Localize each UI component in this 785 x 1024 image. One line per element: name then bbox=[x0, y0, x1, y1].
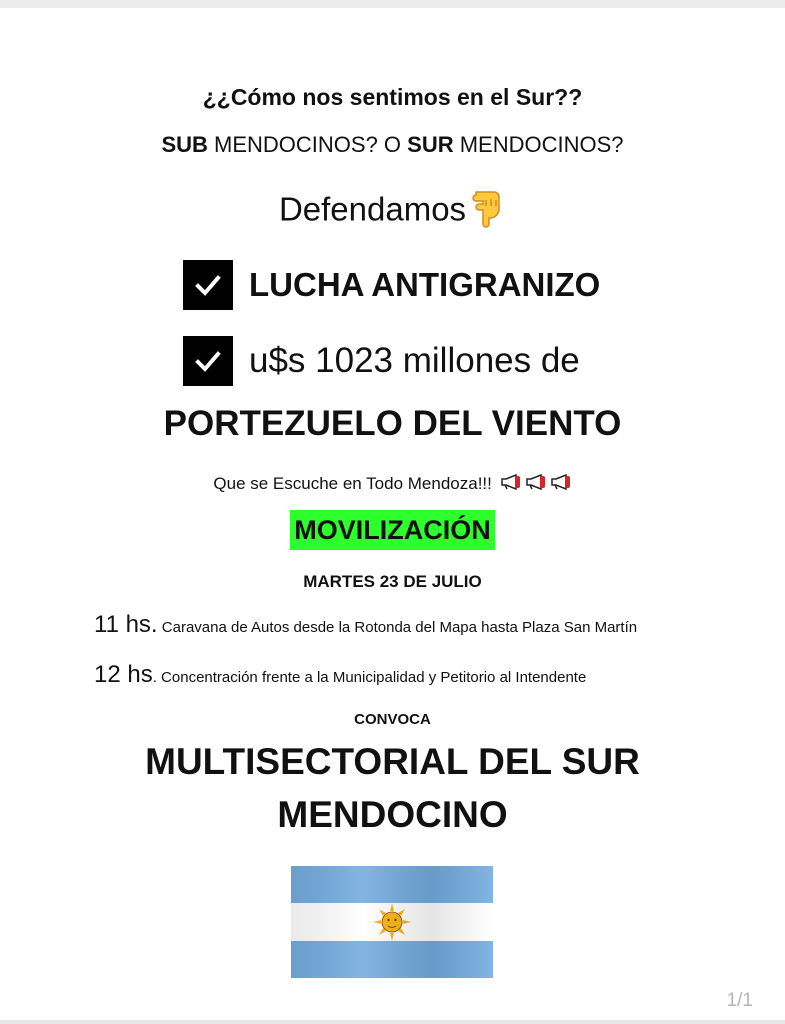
megaphone-icon bbox=[525, 474, 547, 495]
schedule-item bbox=[94, 611, 637, 639]
slogan-text: Que se Escuche en Todo Mendoza!!! bbox=[213, 474, 492, 493]
mobilization-banner bbox=[0, 510, 785, 550]
argentina-flag-icon bbox=[291, 866, 493, 978]
checklist-item-label: u$s 1023 millones de bbox=[249, 341, 580, 380]
bottom-scrollbar[interactable] bbox=[0, 1020, 785, 1024]
megaphone-icon bbox=[500, 474, 522, 495]
question-sub: SUB bbox=[161, 132, 208, 157]
slogan-line bbox=[0, 474, 785, 495]
convoca-label: CONVOCA bbox=[354, 711, 431, 728]
question-line bbox=[0, 132, 785, 158]
schedule-hour: 12 hs bbox=[94, 661, 153, 688]
defend-line bbox=[0, 188, 785, 236]
schedule-description: Caravana de Autos desde la Rotonda del Mapa hasta Plaza San Martín bbox=[157, 619, 638, 636]
checkmark-icon bbox=[183, 336, 233, 386]
mobilization-label: MOVILIZACIÓN bbox=[290, 510, 495, 550]
question-text-2: MENDOCINOS? bbox=[453, 132, 624, 157]
page-indicator: 1/1 bbox=[726, 990, 753, 1011]
question-text-1: MENDOCINOS? O bbox=[207, 132, 408, 157]
organizer-title bbox=[0, 735, 785, 841]
megaphone-icon bbox=[550, 474, 572, 495]
pointing-down-hand-icon bbox=[472, 188, 506, 236]
question-sur: SUR bbox=[407, 132, 454, 157]
schedule-item bbox=[94, 661, 586, 689]
checklist-item-millones bbox=[183, 336, 580, 386]
document-page bbox=[0, 8, 785, 1020]
checklist-item-antigranizo bbox=[183, 260, 600, 310]
organizer-text: MULTISECTORIAL DEL SUR MENDOCINO bbox=[145, 741, 640, 835]
project-title: PORTEZUELO DEL VIENTO bbox=[163, 404, 622, 443]
schedule-hour: 11 hs. bbox=[94, 611, 158, 638]
schedule-description: . Concentración frente a la Municipalidad y Petitorio al Intendente bbox=[152, 669, 587, 686]
checklist-item-label: LUCHA ANTIGRANIZO bbox=[249, 266, 601, 303]
heading: ¿¿Cómo nos sentimos en el Sur?? bbox=[202, 84, 583, 110]
defend-label: Defendamos bbox=[278, 190, 467, 228]
checkmark-icon bbox=[183, 260, 233, 310]
event-date: MARTES 23 DE JULIO bbox=[303, 572, 482, 591]
